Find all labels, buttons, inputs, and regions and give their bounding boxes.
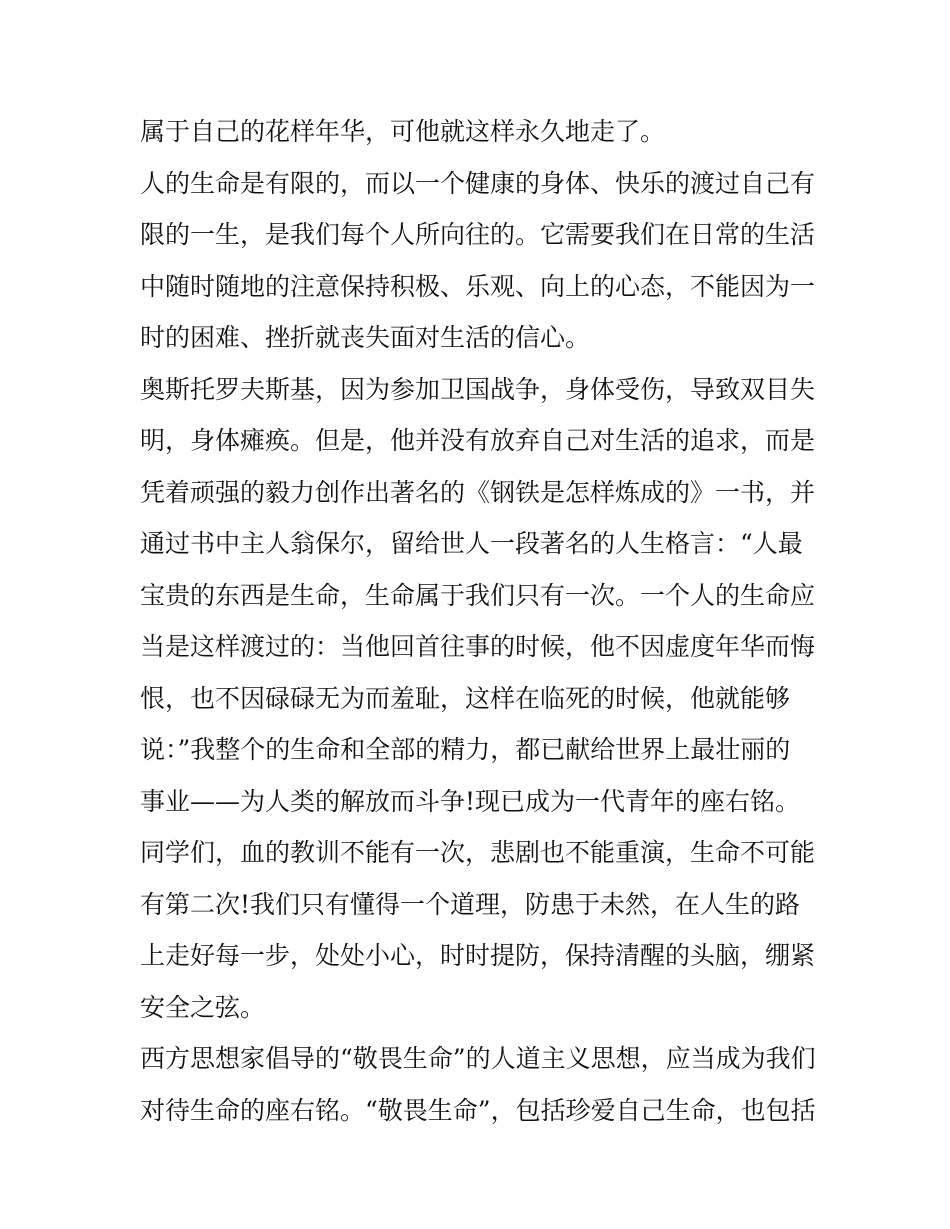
text-line: 明，身体瘫痪。但是，他并没有放弃自己对生活的追求，而是 [140,426,816,455]
text-line: 人的生命是有限的，而以一个健康的身体、快乐的渡过自己有 [140,168,816,198]
text-line: 中随时随地的注意保持积极、乐观、向上的心态，不能因为一 [140,271,816,301]
text-line: 事业——为人类的解放而斗争!现已成为一代青年的座右铭。 [140,786,801,816]
text-line: 对待生命的座右铭。“敬畏生命”，包括珍爱自己生命，也包括 [140,1095,816,1125]
text-line: 通过书中主人翁保尔，留给世人一段著名的人生格言：“人最 [140,529,803,558]
text-line: 奥斯托罗夫斯基，因为参加卫国战争，身体受伤，导致双目失 [140,374,816,404]
text-line: 凭着顽强的毅力创作出著名的《钢铁是怎样炼成的》一书，并 [140,477,816,507]
text-line: 有第二次!我们只有懂得一个道理，防患于未然，在人生的路 [140,889,801,919]
text-line: 宝贵的东西是生命，生命属于我们只有一次。一个人的生命应 [140,580,816,610]
text-line: 时的困难、挫折就丧失面对生活的信心。 [140,323,591,352]
text-line: 属于自己的花样年华，可他就这样永久地走了。 [140,117,666,146]
text-line: 说：”我整个的生命和全部的精力，都已献给世界上最壮丽的 [140,735,791,764]
text-line: 恨，也不因碌碌无为而羞耻，这样在临死的时候，他就能够 [140,683,791,713]
text-line: 当是这样渡过的：当他回首往事的时候，他不因虚度年华而悔 [140,632,816,661]
text-line: 安全之弦。 [140,992,266,1022]
text-line: 同学们，血的教训不能有一次，悲剧也不能重演，生命不可能 [140,838,816,867]
text-line: 限的一生，是我们每个人所向往的。它需要我们在日常的生活 [140,220,816,249]
text-line: 上走好每一步，处处小心，时时提防，保持清醒的头脑，绷紧 [140,941,816,970]
text-line: 西方思想家倡导的“敬畏生命”的人道主义思想，应当成为我们 [140,1044,816,1073]
document-body-text [140,106,820,1136]
